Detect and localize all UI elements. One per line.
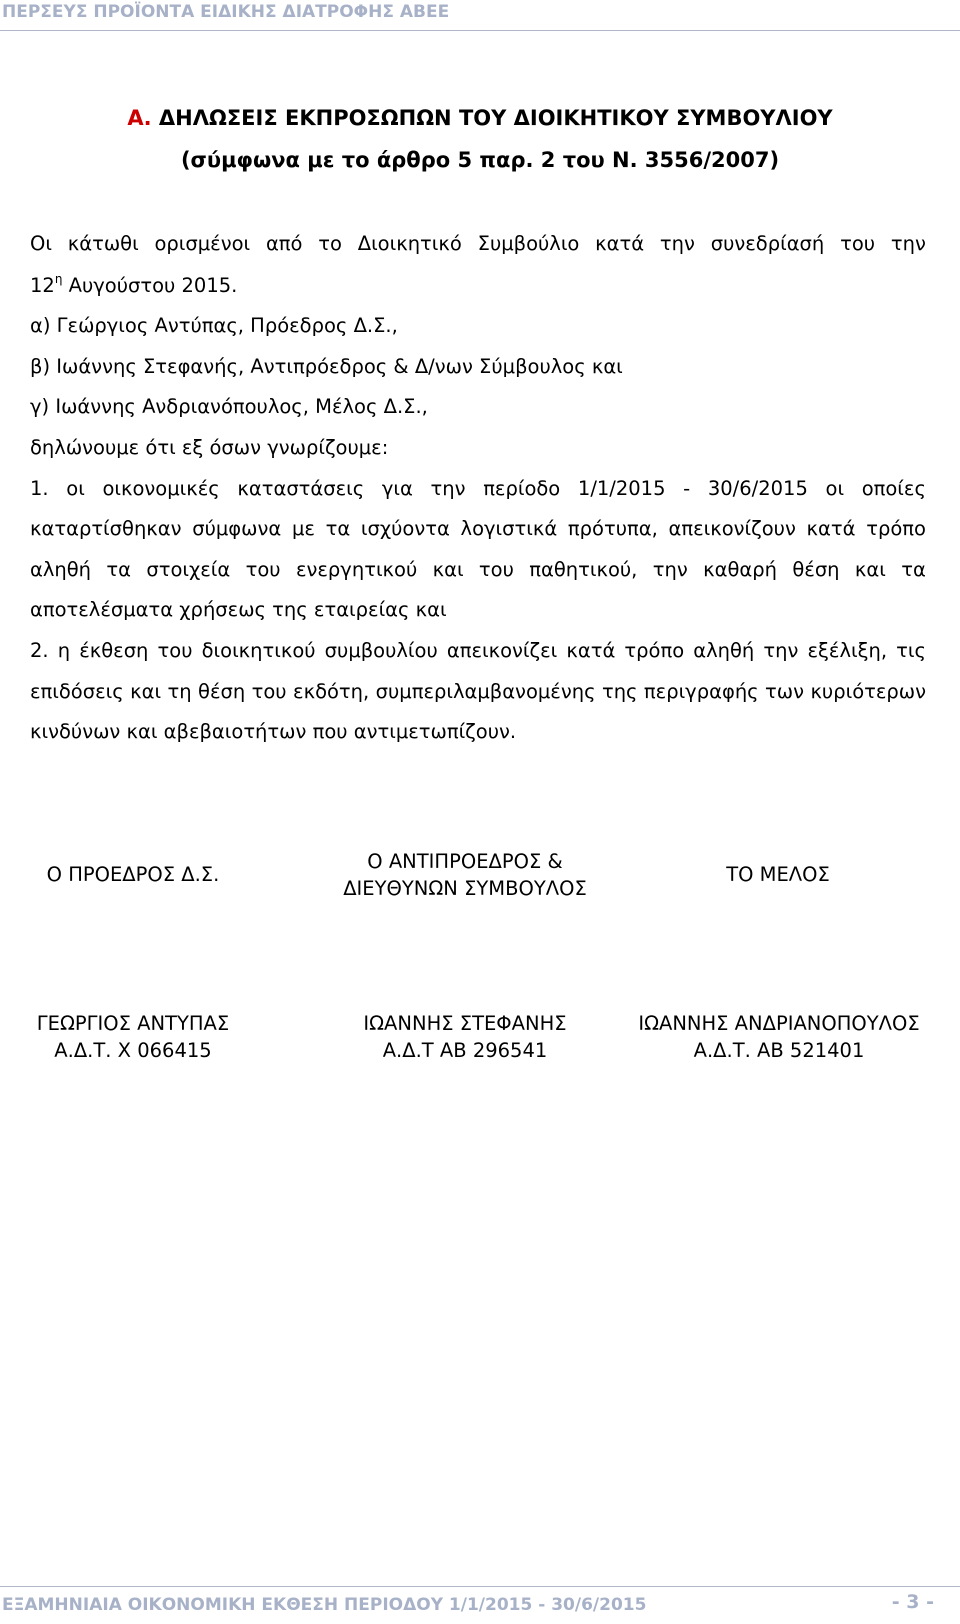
word: την — [890, 232, 926, 255]
word: 1/1/2015 — [577, 477, 666, 500]
word: ορισμένοι — [154, 232, 251, 255]
vice-chairman-role-line-1: Ο ΑΝΤΙΠΡΟΕΔΡΟΣ & — [367, 850, 563, 873]
word: κάτωθι — [67, 232, 139, 255]
word: Διοικητικό — [357, 232, 462, 255]
word: τα — [325, 517, 351, 540]
vice-chairman-role — [310, 848, 620, 902]
word: οι — [66, 477, 85, 500]
word: την — [652, 558, 688, 581]
word: συνεδρίασή — [710, 232, 825, 255]
chairman-id: Α.Δ.Τ. Χ 066415 — [54, 1039, 212, 1062]
point1-line-4: αποτελέσματα χρήσεως της εταιρείας και — [30, 598, 447, 621]
word: τις — [896, 639, 926, 662]
word: λογιστικά — [460, 517, 558, 540]
word: την — [430, 477, 466, 500]
word: σύμφωνα — [192, 517, 282, 540]
point1-line-1 — [30, 477, 926, 501]
member-a: α) Γεώργιος Αντύπας, Πρόεδρος Δ.Σ., — [30, 314, 398, 337]
word: της — [601, 680, 638, 703]
word: και — [854, 558, 886, 581]
word: κυριότερων — [810, 680, 926, 703]
member-b: β) Ιωάννης Στεφανής, Αντιπρόεδρος & Δ/νων Σύμβουλος και — [30, 355, 623, 378]
word: αληθή — [30, 558, 92, 581]
word: εκδότη, — [293, 680, 370, 703]
word: του — [251, 680, 287, 703]
meeting-day-suffix: η — [54, 271, 63, 286]
word: του — [478, 558, 514, 581]
word: του — [245, 558, 281, 581]
word: ενεργητικού — [295, 558, 418, 581]
word: τα — [901, 558, 926, 581]
word: τη — [167, 680, 192, 703]
word: 1. — [30, 477, 49, 500]
word: επιδόσεις — [30, 680, 124, 703]
word: 2. — [30, 639, 49, 662]
word: αληθή — [693, 639, 755, 662]
word: πρότυπα, — [567, 517, 658, 540]
word: την — [763, 639, 799, 662]
word: την — [659, 232, 695, 255]
word: εξέλιξη, — [807, 639, 888, 662]
word: θέση — [792, 558, 840, 581]
chairman-name: ΓΕΩΡΓΙΟΣ ΑΝΤΥΠΑΣ — [36, 1012, 230, 1035]
footer-report-title: ΕΞΑΜΗΝΙΑΙΑ ΟΙΚΟΝΟΜΙΚΗ ΕΚΘΕΣΗ ΠΕΡΙΟΔΟΥ 1/1/2015 - 30/6/2015 — [2, 1595, 647, 1615]
word: καταστάσεις — [237, 477, 365, 500]
point2-line-1 — [30, 639, 926, 663]
page-number: - 3 - — [891, 1591, 934, 1613]
word: οποίες — [861, 477, 926, 500]
member-name: ΙΩΑΝΝΗΣ ΑΝΔΡΙΑΝΟΠΟΥΛΟΣ — [638, 1012, 920, 1035]
footer-divider — [0, 1586, 960, 1587]
word: ισχύοντα — [360, 517, 450, 540]
word: η — [57, 639, 71, 662]
word: κατά — [595, 232, 645, 255]
point1-line-2 — [30, 517, 926, 541]
section-heading — [0, 106, 960, 130]
word: περίοδο — [483, 477, 561, 500]
word: θέση — [198, 680, 246, 703]
word: τρόπο — [866, 517, 926, 540]
word: στοιχεία — [146, 558, 231, 581]
vice-chairman-name: ΙΩΑΝΝΗΣ ΣΤΕΦΑΝΗΣ — [363, 1012, 567, 1035]
word: με — [291, 517, 315, 540]
heading-title: ΔΗΛΩΣΕΙΣ ΕΚΠΡΟΣΩΠΩΝ ΤΟΥ ΔΙΟΙΚΗΤΙΚΟΥ ΣΥΜΒΟΥΛΙΟΥ — [151, 106, 833, 130]
meeting-day: 12 — [30, 274, 55, 297]
vice-chairman-role-line-2: ΔΙΕΥΘΥΝΩΝ ΣΥΜΒΟΥΛΟΣ — [343, 877, 587, 900]
word: καθαρή — [703, 558, 777, 581]
point2-line-3: κινδύνων και αβεβαιοτήτων που αντιμετωπίζουν. — [30, 720, 517, 743]
point1-line-3 — [30, 558, 926, 582]
word: των — [765, 680, 805, 703]
word: από — [265, 232, 303, 255]
word: - — [683, 477, 691, 500]
section-subheading: (σύμφωνα με το άρθρο 5 παρ. 2 του Ν. 3556/2007) — [180, 148, 780, 172]
word: για — [381, 477, 413, 500]
point2-line-2 — [30, 680, 926, 704]
intro-line-1 — [30, 232, 926, 256]
meeting-month-year: Αυγούστου 2015. — [62, 274, 238, 297]
word: Οι — [30, 232, 52, 255]
header-divider — [0, 30, 960, 31]
word: του — [157, 639, 193, 662]
word: και — [130, 680, 162, 703]
declaration-line: δηλώνουμε ότι εξ όσων γνωρίζουμε: — [30, 436, 389, 459]
word: συμβουλίου — [324, 639, 438, 662]
word: παθητικού, — [529, 558, 638, 581]
chairman-role: Ο ΠΡΟΕΔΡΟΣ Δ.Σ. — [46, 863, 220, 886]
member-c: γ) Ιωάννης Ανδριανόπουλος, Μέλος Δ.Σ., — [30, 395, 428, 418]
word: καταρτίσθηκαν — [30, 517, 182, 540]
word: και — [432, 558, 464, 581]
member-role: ΤΟ ΜΕΛΟΣ — [726, 863, 830, 886]
word: το — [318, 232, 342, 255]
header-company-name: ΠΕΡΣΕΥΣ ΠΡΟΪΟΝΤΑ ΕΙΔΙΚΗΣ ΔΙΑΤΡΟΦΗΣ ΑΒΕΕ — [2, 2, 450, 22]
word: κατά — [566, 639, 616, 662]
word: απεικονίζει — [446, 639, 558, 662]
chairman-signature — [14, 1010, 252, 1064]
word: τα — [106, 558, 132, 581]
member-id: Α.Δ.Τ. ΑΒ 521401 — [693, 1039, 865, 1062]
word: συμπεριλαμβανομένης — [375, 680, 596, 703]
word: περιγραφής — [643, 680, 759, 703]
word: έκθεση — [79, 639, 149, 662]
word: του — [840, 232, 876, 255]
vice-chairman-id: Α.Δ.Τ ΑΒ 296541 — [382, 1039, 548, 1062]
word: τρόπο — [624, 639, 685, 662]
word: 30/6/2015 — [707, 477, 808, 500]
heading-prefix: Α. — [127, 106, 152, 130]
word: απεικονίζουν — [668, 517, 796, 540]
word: οι — [825, 477, 845, 500]
word: οικονομικές — [102, 477, 220, 500]
intro-line-2 — [30, 271, 926, 298]
member-signature — [624, 1010, 934, 1064]
vice-chairman-signature — [310, 1010, 620, 1064]
word: κατά — [806, 517, 856, 540]
word: διοικητικού — [201, 639, 316, 662]
word: Συμβούλιο — [477, 232, 580, 255]
